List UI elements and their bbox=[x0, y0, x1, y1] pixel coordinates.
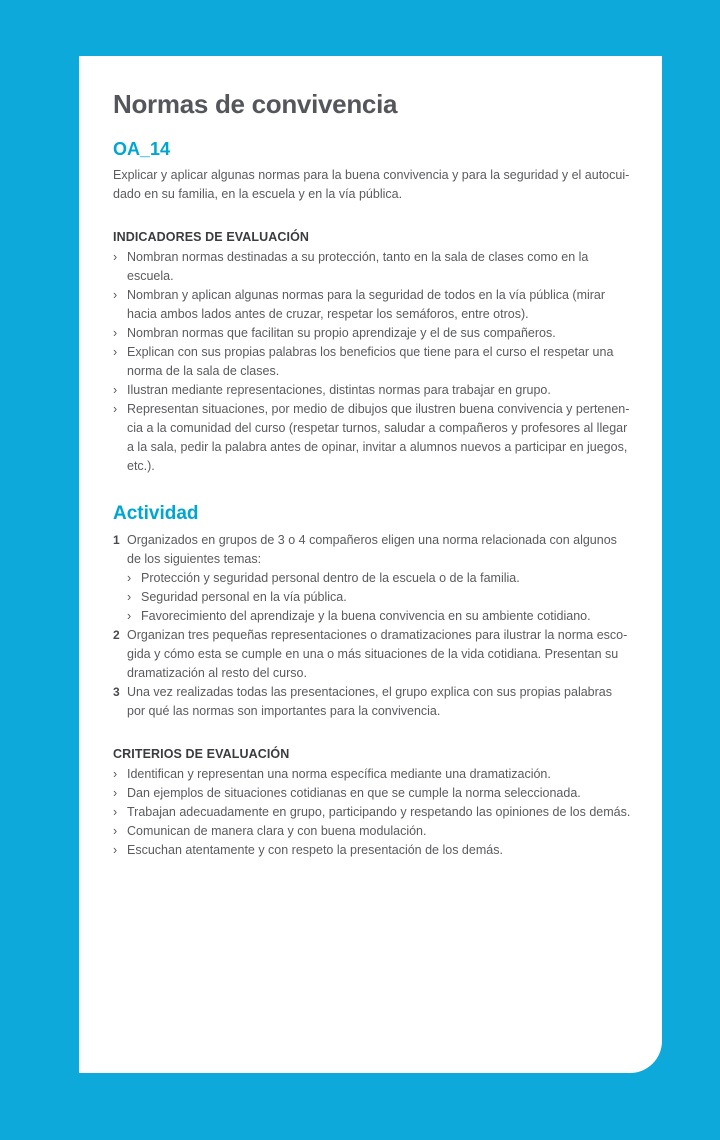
chevron-bullet: › bbox=[127, 609, 132, 623]
list-item-text: Comunican de manera clara y con buena modulación. bbox=[127, 824, 427, 838]
list-item-text: Ilustran mediante representaciones, distintas normas para trabajar en grupo. bbox=[127, 383, 551, 397]
list-item bbox=[113, 400, 633, 476]
list-item bbox=[113, 381, 633, 400]
list-item bbox=[113, 248, 633, 286]
actividad-sublist bbox=[127, 569, 633, 626]
oa-description: Explicar y aplicar algunas normas para la buena convivencia y para la seguridad y el autocuidado en su familia, en la escuela y en la vía pública. bbox=[113, 168, 630, 201]
chevron-bullet: › bbox=[113, 250, 118, 264]
actividad-list bbox=[113, 531, 633, 721]
list-item-text: Trabajan adecuadamente en grupo, participando y respetando las opiniones de los demás. bbox=[127, 805, 631, 819]
item-number: 2 bbox=[113, 628, 120, 642]
chevron-bullet: › bbox=[113, 402, 118, 416]
list-item-text: Nombran y aplican algunas normas para la seguridad de todos en la vía pública (mirar hacia ambos lados antes de cruzar, respetar los semáforos, entre otros). bbox=[127, 288, 606, 321]
sub-list-item-text: Favorecimiento del aprendizaje y la buena convivencia en su ambiente cotidiano. bbox=[141, 609, 591, 623]
numbered-item-text: Organizan tres pequeñas representaciones o dramatizaciones para ilustrar la norma escogida y cómo esta se cumple en una o más situaciones de la vida cotidiana. Presentan su dramatización al resto del curso. bbox=[127, 628, 628, 680]
numbered-item-body bbox=[127, 531, 633, 626]
list-item-text: Escuchan atentamente y con respeto la presentación de los demás. bbox=[127, 843, 503, 857]
numbered-item-text: Una vez realizadas todas las presentaciones, el grupo explica con sus propias palabras por qué las normas son importantes para la convivencia. bbox=[127, 685, 613, 718]
criterios-section bbox=[113, 746, 633, 860]
list-item-text: Dan ejemplos de situaciones cotidianas en que se cumple la norma seleccionada. bbox=[127, 786, 581, 800]
chevron-bullet: › bbox=[113, 383, 118, 397]
chevron-bullet: › bbox=[113, 843, 118, 857]
sub-list-item bbox=[127, 607, 633, 626]
chevron-bullet: › bbox=[113, 288, 118, 302]
list-item-text: Identifican y representan una norma específica mediante una dramatización. bbox=[127, 767, 551, 781]
indicadores-heading: INDICADORES DE EVALUACIÓN bbox=[113, 230, 310, 244]
chevron-bullet: › bbox=[113, 345, 118, 359]
item-number: 3 bbox=[113, 685, 120, 699]
content-area bbox=[79, 56, 662, 860]
sub-list-item-text: Protección y seguridad personal dentro de la escuela o de la familia. bbox=[141, 571, 520, 585]
list-item-text: Nombran normas que facilitan su propio aprendizaje y el de sus compañeros. bbox=[127, 326, 556, 340]
sub-list-item bbox=[127, 588, 633, 607]
actividad-section bbox=[113, 502, 633, 721]
chevron-bullet: › bbox=[127, 571, 132, 585]
list-item bbox=[113, 343, 633, 381]
list-item bbox=[113, 765, 633, 784]
content-card bbox=[79, 56, 662, 1073]
indicadores-section bbox=[113, 229, 633, 476]
chevron-bullet: › bbox=[113, 326, 118, 340]
criterios-list bbox=[113, 765, 633, 860]
chevron-bullet: › bbox=[127, 590, 132, 604]
actividad-heading: Actividad bbox=[113, 503, 199, 524]
list-item bbox=[113, 324, 633, 343]
oa-section bbox=[113, 139, 633, 204]
numbered-item-text: Organizados en grupos de 3 o 4 compañeros eligen una norma relacionada con algunos de los siguientes temas: bbox=[127, 533, 617, 566]
chevron-bullet: › bbox=[113, 786, 118, 800]
list-item-text: Representan situaciones, por medio de dibujos que ilustren buena convivencia y pertenencia a la comunidad del curso (respetar turnos, saludar a compañeros y profesores al llegar a la sala, pedir la palabra antes de opinar, invitar a alumnos nuevos a participar en juegos, etc.). bbox=[127, 402, 630, 473]
list-item bbox=[113, 286, 633, 324]
item-number: 1 bbox=[113, 533, 120, 547]
chevron-bullet: › bbox=[113, 824, 118, 838]
list-item bbox=[113, 841, 633, 860]
oa-heading: OA_14 bbox=[113, 139, 171, 159]
numbered-item bbox=[113, 626, 633, 683]
list-item bbox=[113, 803, 633, 822]
sub-list-item-text: Seguridad personal en la vía pública. bbox=[141, 590, 347, 604]
chevron-bullet: › bbox=[113, 805, 118, 819]
numbered-item bbox=[113, 683, 633, 721]
indicadores-list bbox=[113, 248, 633, 476]
list-item bbox=[113, 822, 633, 841]
chevron-bullet: › bbox=[113, 767, 118, 781]
numbered-item bbox=[113, 531, 633, 626]
list-item bbox=[113, 784, 633, 803]
list-item-text: Explican con sus propias palabras los beneficios que tiene para el curso el respetar una norma de la sala de clases. bbox=[127, 345, 614, 378]
criterios-heading: CRITERIOS DE EVALUACIÓN bbox=[113, 747, 290, 761]
sub-list-item bbox=[127, 569, 633, 588]
page-title: Normas de convivencia bbox=[113, 89, 398, 119]
list-item-text: Nombran normas destinadas a su protección, tanto en la sala de clases como en la escuela. bbox=[127, 250, 589, 283]
